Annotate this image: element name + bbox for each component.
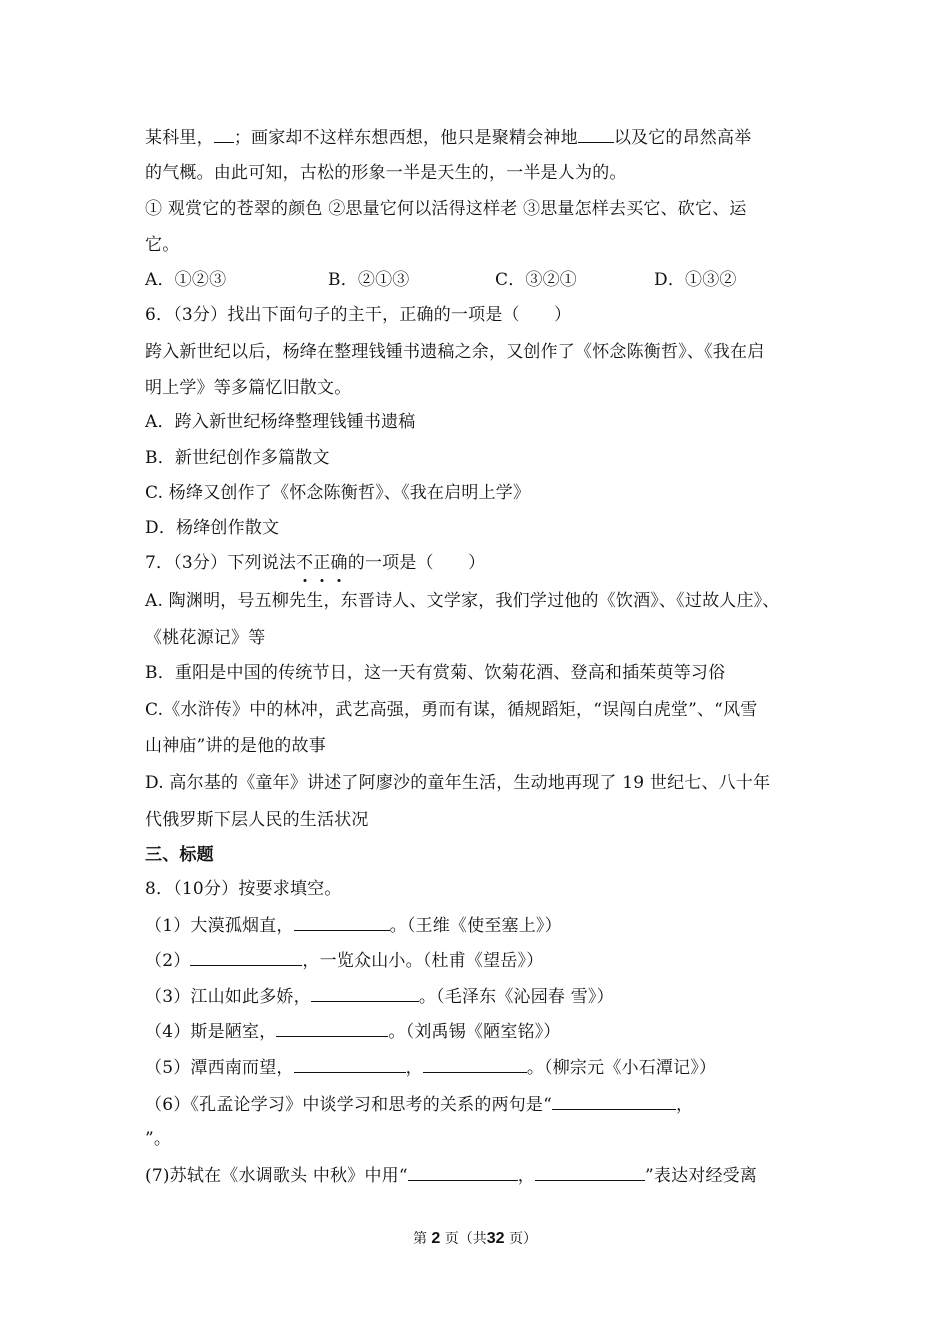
answer-blank: [535, 1162, 645, 1181]
emphasis-char: 不: [296, 553, 314, 573]
q8-text: ，: [676, 1095, 694, 1115]
q8-text: 。（刘禹锡《陋室铭》）: [388, 1022, 561, 1042]
footer-text: 页）: [509, 1231, 538, 1247]
q6-sentence-line-1: 跨入新世纪以后，杨绛在整理钱锺书遗稿之余，又创作了《怀念陈衡哲》、《我在启: [145, 342, 765, 362]
page-number: 2: [431, 1230, 441, 1247]
q8-item-6-line-2: ”。: [145, 1129, 172, 1149]
q8-text: （6）《孔孟论学习》中谈学习和思考的关系的两句是“: [145, 1095, 553, 1115]
q8-item-1: [145, 912, 810, 938]
q7-stem-text: 7．（3分）下列说法: [145, 553, 297, 573]
q5-line-4: 它。: [145, 235, 180, 255]
q8-text: ，: [517, 1166, 535, 1186]
q6-option-a: A．跨入新世纪杨绛整理钱锺书遗稿: [145, 412, 416, 432]
q5-line-1: [145, 124, 810, 150]
section-title: 三、标题: [145, 845, 214, 865]
q5-option-d: D．①③②: [654, 270, 737, 290]
q8-text: （4）斯是陋室，: [145, 1022, 277, 1042]
q5-line-2: 的气概。由此可知，古松的形象一半是天生的，一半是人为的。: [145, 163, 627, 183]
q8-text: （5）潭西南而望，: [145, 1058, 294, 1078]
q7-stem-text: 的一项是（ ）: [347, 553, 486, 573]
q6-stem: 6．（3分）找出下面句子的主干，正确的一项是（ ）: [145, 305, 572, 325]
q8-item-6-line-1: [145, 1091, 810, 1117]
q6-option-d: D．杨绛创作散文: [145, 518, 280, 538]
q8-item-3: [145, 983, 810, 1009]
answer-blank: [294, 1054, 406, 1073]
q7-stem: [145, 551, 810, 575]
q8-text: 。（王维《使至塞上》）: [389, 916, 562, 936]
q6-option-c: C. 杨绛又创作了《怀念陈衡哲》、《我在启明上学》: [145, 483, 531, 503]
q8-text: ，一览众山小。（杜甫《望岳》）: [302, 951, 544, 971]
q5-text: 以及它的昂然高举: [613, 128, 752, 148]
q5-text: 某科里，: [145, 128, 214, 148]
q8-text: （3）江山如此多娇，: [145, 987, 311, 1007]
q6-option-b: B．新世纪创作多篇散文: [145, 448, 330, 468]
q8-item-2: [145, 947, 810, 973]
q6-sentence-line-2: 明上学》等多篇忆旧散文。: [145, 378, 352, 398]
q5-text: ；画家却不这样东想西想，他只是聚精会神地: [233, 128, 578, 148]
q7-option-c-line-2: 山神庙”讲的是他的故事: [145, 736, 326, 756]
answer-blank: [214, 124, 234, 143]
q8-stem: 8．（10分）按要求填空。: [145, 879, 342, 899]
q5-option-c: C．③②①: [495, 270, 578, 290]
q7-option-c-line-1: C.《水浒传》中的林冲，武艺高强，勇而有谋，循规蹈矩，“误闯白虎堂”、“风雪: [145, 700, 758, 720]
q8-item-5: [145, 1054, 810, 1080]
answer-blank: [408, 1162, 518, 1181]
q5-option-a: A．①②③: [145, 270, 227, 290]
q8-text: 。（毛泽东《沁园春 雪》）: [418, 987, 614, 1007]
q7-option-a-line-2: 《桃花源记》等: [145, 628, 266, 648]
answer-blank: [190, 947, 302, 966]
q5-option-b: B．②①③: [328, 270, 410, 290]
answer-blank: [276, 1018, 388, 1037]
answer-blank: [578, 124, 614, 143]
q8-text: （1）大漠孤烟直，: [145, 916, 294, 936]
emphasis-char: 正: [313, 553, 331, 573]
footer-text: 页（共: [444, 1231, 487, 1247]
q8-text: (7)苏轼在《水调歌头 中秋》中用“: [145, 1166, 408, 1186]
page-footer: [0, 1228, 950, 1250]
q8-item-7: [145, 1162, 810, 1188]
emphasis-char: 确: [330, 553, 348, 573]
q7-option-a-line-1: A. 陶渊明，号五柳先生，东晋诗人、文学家，我们学过他的《饮酒》、《过故人庄》、: [145, 591, 780, 611]
q8-text: ”表达对经受离: [644, 1166, 758, 1186]
q7-option-b: B．重阳是中国的传统节日，这一天有赏菊、饮菊花酒、登高和插茱萸等习俗: [145, 663, 726, 683]
q8-item-4: [145, 1018, 810, 1044]
q7-option-d-line-1: D. 高尔基的《童年》讲述了阿廖沙的童年生活，生动地再现了 19 世纪七、八十年: [145, 773, 771, 793]
q8-text: ，: [405, 1058, 423, 1078]
footer-text: 第: [412, 1231, 427, 1247]
answer-blank: [311, 983, 419, 1002]
answer-blank: [423, 1054, 527, 1073]
answer-blank: [552, 1091, 676, 1110]
answer-blank: [294, 912, 390, 931]
total-pages: 32: [486, 1230, 505, 1247]
q8-text: 。（柳宗元《小石潭记》）: [526, 1058, 717, 1078]
q5-line-3: ① 观赏它的苍翠的颜色 ②思量它何以活得这样老 ③思量怎样去买它、砍它、运: [145, 199, 747, 219]
q8-text: （2）: [145, 951, 191, 971]
q7-option-d-line-2: 代俄罗斯下层人民的生活状况: [145, 810, 369, 830]
